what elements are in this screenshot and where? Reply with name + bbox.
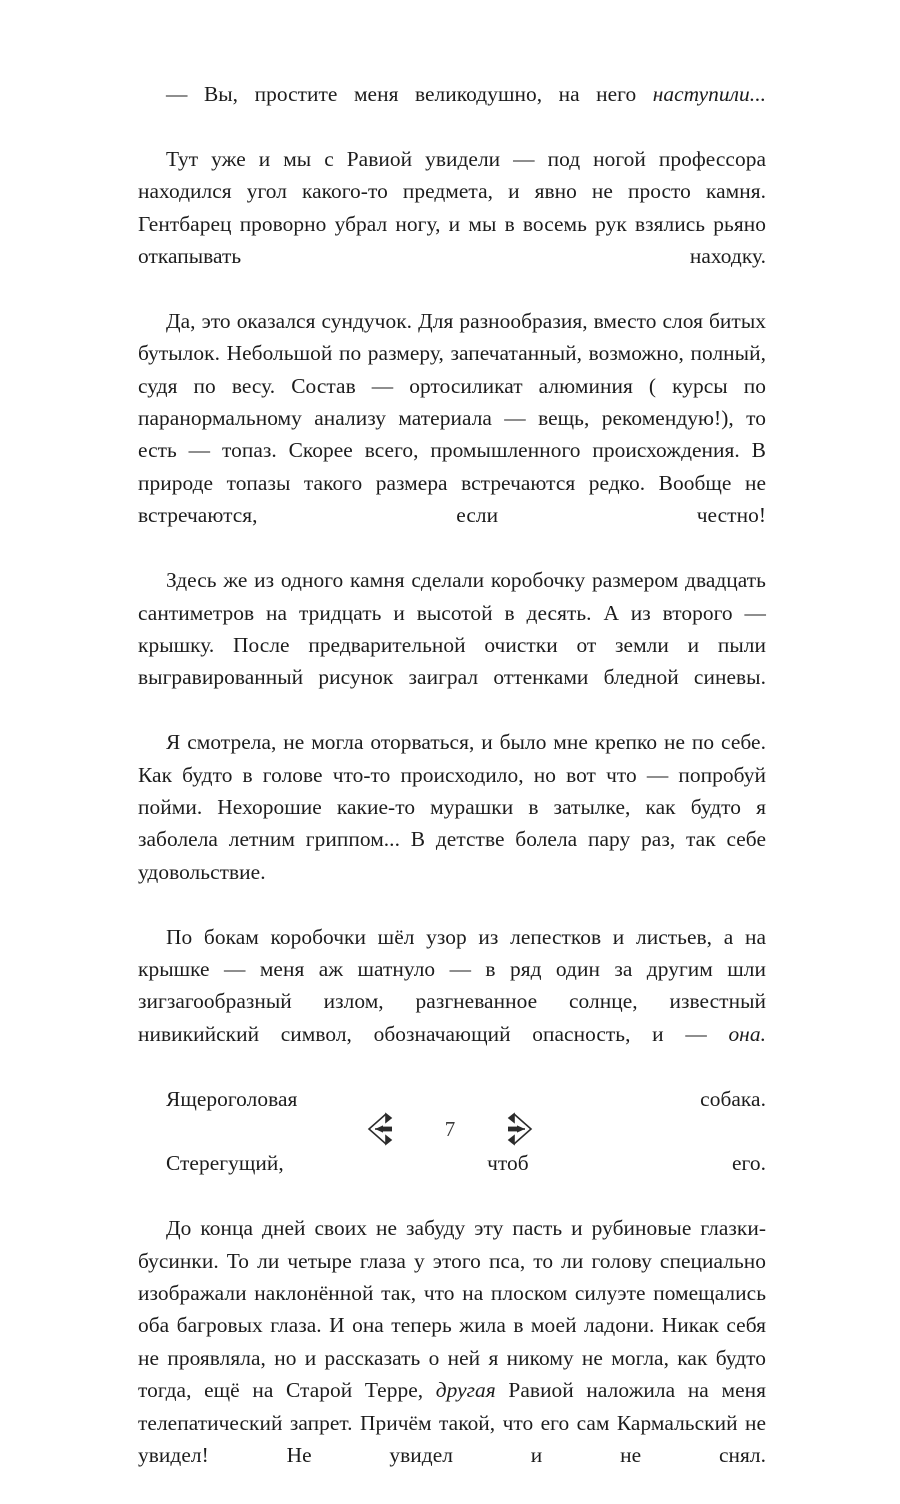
body-text: Я смотрела, не могла оторваться, и было мне крепко не по себе. Как будто в голове что-то происходило, но вот что — попробуй пойми. Нехорошие какие-то мурашки в затылке, как будто я заболела летним гриппом... В детстве болела пару раз, так себе удовольствие. — [138, 730, 766, 884]
body-text: Стерегущий, чтоб его. — [166, 1151, 766, 1176]
paragraph — [138, 143, 766, 305]
emphasis-text: другая — [435, 1378, 496, 1403]
body-text: Равиой наложила на меня телепатический запрет. Причём такой, что его сам Кармальский не увидел! Не увидел и не снял. — [138, 1378, 766, 1468]
page-number: 7 — [444, 1116, 456, 1141]
paragraph — [138, 726, 766, 920]
paragraph — [138, 78, 766, 143]
body-text: До конца дней своих не забуду эту пасть и рубиновые глазки-бусинки. То ли четыре глаза у этого пса, то ли голову специально изображали наклонённой так, что на плоском силуэте помещались оба багровых глаза. И она теперь жила в моей ладони. Никак себя не проявляла, но и рассказать о ней я никому не могла, как будто тогда, ещё на Старой Терре, — [138, 1216, 766, 1403]
body-text: Тут уже и мы с Равиой увидели — под ногой профессора находился угол какого-то предмета, и явно не просто камня. Гентбарец проворно убрал ногу, и мы в восемь рук взялись рьяно откапывать находку. — [138, 146, 766, 269]
body-text: Ящероголовая собака. — [166, 1086, 766, 1111]
right-arrow-ornament-icon — [503, 1110, 537, 1148]
body-text: Да, это оказался сундучок. Для разнообразия, вместо слоя битых бутылок. Небольшой по размеру, запечатанный, возможно, полный, судя по весу. Состав — ортосиликат алюминия ( курсы по паранормальному анализу материала — вещь, рекомендую!), то есть — топаз. Скорее всего, промышленного происхождения. В природе топазы такого размера встречаются редко. Вообще не встречаются, если честно! — [138, 308, 766, 528]
page-footer — [0, 1100, 900, 1158]
emphasis-text: она. — [728, 1021, 766, 1046]
page-text-body — [138, 78, 766, 1504]
paragraph — [138, 921, 766, 1083]
left-arrow-ornament-icon — [363, 1110, 397, 1148]
body-text: Здесь же из одного камня сделали коробочку размером двадцать сантиметров на тридцать и высотой в десять. А из второго — крышку. После предварительной очистки от земли и пыли выгравированный рисунок заиграл оттенками бледной синевы. — [138, 568, 766, 690]
paragraph — [138, 1212, 766, 1504]
paragraph — [138, 564, 766, 726]
paragraph — [138, 305, 766, 564]
body-text: — Вы, простите меня великодушно, на него — [166, 82, 653, 106]
body-text: По бокам коробочки шёл узор из лепестков и листьев, а на крышке — меня аж шатнуло — в ряд один за другим шли зигзагообразный излом, разгневанное солнце, известный нивикийский символ, обозначающий опасность, и — — [138, 924, 766, 1046]
emphasis-text: наступили... — [652, 82, 766, 106]
